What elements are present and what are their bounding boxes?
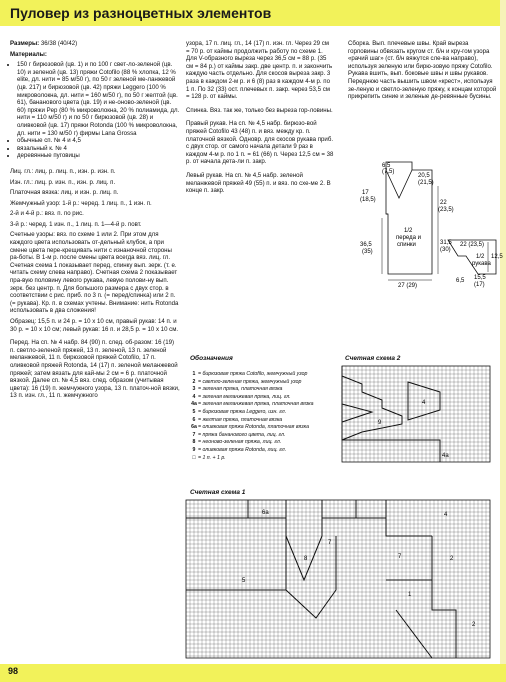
sizes-label: Размеры: — [10, 40, 40, 47]
dim-label: 20,5 — [418, 173, 430, 179]
legend-text: = пряжа бананового цвета, лиц. гл. — [198, 431, 286, 438]
page-edge-stripe — [500, 0, 506, 682]
legend-text: = 1 п. + 1 р. — [198, 454, 226, 461]
legend-text: = желтая пряжа, платочная вязка — [198, 416, 283, 423]
assembly-instructions: Сборка. Вып. плечевые швы. Край выреза горловины обвязать кругом ст. б/н и кру-гом узора «рачий шаг» (ст. б/н вяжутся сле-ва направо), используя зеленую или бирю-зовую пряжу Cotofilo. Рукава вшить, вып. боковые швы и швы рукавов. Переднюю часть вышить швом «крест», используя зе-леную и светло-зеленую пряжу, к концам которой прикрепить синие и зеленые де-ревянные бусины. — [348, 40, 497, 101]
legend-symbol: 1 — [192, 371, 196, 377]
chart-region-label: 2 — [450, 556, 454, 562]
chart-region-label: 9 — [378, 420, 382, 426]
counted-chart-1 — [186, 500, 492, 660]
legend-item — [190, 439, 314, 447]
legend-item — [190, 424, 314, 432]
sleeve-label: 6,5 — [456, 278, 465, 284]
dim-label: 6,5 — [382, 163, 391, 169]
materials-list — [10, 61, 180, 160]
sleeve-label: 1/2 — [476, 254, 485, 260]
legend-text: = зеленая пряжа, платочная вязка — [198, 386, 283, 393]
dim-label: 27 (29) — [398, 283, 418, 289]
legend-text: = зеленая меланжевая пряжа, платочная вязка — [198, 401, 314, 408]
chart-region-label: 8 — [304, 556, 308, 562]
left-sleeve-instructions: Левый рукав. На сп. № 4,5 набр. зеленой меланжевой пряжей 49 (55) п. и вяз. по схе-ме 2. В конце п. закр. — [186, 171, 331, 195]
sizes-value: 36/38 (40/42) — [39, 40, 78, 47]
legend-item — [190, 432, 314, 440]
dim-label: (23,5) — [438, 207, 454, 213]
legend-symbol: 7 — [192, 431, 196, 438]
materials-item: • обычные сп. № 4 и 4,5 — [17, 137, 180, 145]
legend-symbol: 6a — [191, 424, 197, 431]
stitch-pearl-3: 3-й р.: черед. 1 изн. п., 1 лиц. п. 1—4-й р. повт. — [10, 220, 142, 228]
footer-band — [0, 664, 506, 682]
front-continued: узора, 17 п. лиц. гл., 14 (17) п. изн. гл. Через 29 см = 70 р. от каймы продолжить работу по схеме 1. Для V-образного выреза через 36,5 см = 88 р. (35 см = 84 р.) от каймы закр. две центр. п. и закончить каждую часть отдельно. Для скосов выреза закр. 3 раза в каждом 2-м р. и 6 (8) раз в каждом 4-м р. по 1 п. По 32 (33) ост. плечевых п. закр. через 53,5 см = 128 р. от каймы. — [186, 40, 333, 101]
legend-text: = зеленая меланжевая пряжа, лиц. гл. — [198, 393, 291, 400]
legend-symbol: 6 — [192, 416, 196, 423]
legend-item — [190, 455, 314, 463]
legend-text: = неоново-зеленая пряжа, лиц. гл. — [198, 439, 282, 446]
chart-region-label: 7 — [398, 554, 402, 560]
legend-symbol: 4 — [192, 393, 196, 400]
chart-region-label: 1 — [408, 592, 412, 598]
chart-region-label: 4 — [444, 512, 448, 518]
page-number: 98 — [8, 666, 19, 676]
legend-symbol: 5 — [192, 408, 196, 415]
counted-patterns: Счетные узоры: вяз. по схеме 1 или 2. При этом для каждого цвета использовать от-дельный клубок, а при смене цвета пере-крещивать нити с изнаночной стороны ра-боты. В 1-м р. после смены цвета всегда вяз. лиц. гл. Счетная схема 1 показывает перед, спинку вып. зерк. (т. е. читать схему слева направо). Счетная схема 2 показывает пра-вую половину левого рукава, левую полови-ну вып. зерк. без центр. п. Для большого размера с двух стор. в соответствии с рис. приб. по 3 п. (= перед/спинка) или 2 п. (= рукава). Кр. п. в схемах учтены. Внимание: нить Rotonda использовать в два сложения! — [10, 231, 179, 315]
sleeve-label: (17) — [474, 282, 485, 288]
materials-item: • 150 г бирюзовой (цв. 1) и по 100 г свет-ло-зеленой (цв. 10) и зеленой (цв. 13) пряжи Cotofilo (88 % хлопка, 12 % elite, дл. нити = 85 м/50 г), по 50 г зеленой ме-ланжевой (цв. 217) и бирюзовой (цв. 42) пряжи Leggero (100 % микроволокна, дл. нити = 160 м/50 г), по 50 г желтой (цв. 61), бананового цвета (цв. 19) и не-оново-зеленой (цв. 60) пряжи Pep (80 % микроволокна, 20 % полиамида, дл. нити = 110 м/50 г) и по 50 г бирюзовой (цв. 28) и оливковой (цв. 17) пряжи Rotonda (100 % микроволокна, дл. нити = 130 м/50 г) фирмы Lana Grossa — [17, 61, 180, 137]
legend-symbol: 2 — [192, 378, 196, 385]
dim-label: спинки — [397, 242, 416, 248]
legend-item — [190, 417, 314, 425]
stitch-reverse: Изн. гл.: лиц. р. изн. п., изн. р. лиц. п. — [10, 178, 116, 186]
dim-label: 36,5 — [360, 242, 372, 248]
dim-label: (21,5) — [418, 180, 434, 186]
materials-item: • деревянные пуговицы — [17, 152, 180, 160]
chart-region-label: 5 — [242, 578, 246, 584]
counted-chart-2 — [342, 366, 492, 464]
dim-label: переда и — [396, 235, 421, 241]
column-2 — [186, 40, 334, 198]
dim-label: 17 — [362, 190, 369, 196]
gauge: Образец: 15,5 п. и 24 р. = 10 х 10 см, правый рукав: 14 п. и 30 р. = 10 х 10 см; левый рукав: 16 п. и 28,5 р. = 10 х 10 см. — [10, 318, 179, 333]
sleeve-label: 12,5 — [491, 254, 503, 260]
legend-item — [190, 386, 314, 394]
dim-label: (35) — [362, 249, 373, 255]
legend-text: = оливковая пряжа Rotonda, платочная вязка — [198, 424, 309, 431]
stitch-stockinette: Лиц. гл.: лиц. р. лиц. п., изн. р. изн. п. — [10, 167, 116, 175]
chart-1-title: Счетная схема 1 — [190, 489, 246, 496]
legend-symbol: □ — [192, 454, 196, 461]
materials-item: • вязальный к. № 4 — [17, 145, 180, 153]
stitch-garter: Платочная вязка: лиц. и изн. р. лиц. п. — [10, 189, 119, 197]
legend-text: = бирюзовая пряжа Cotofilo, жемчужный узор — [198, 371, 308, 377]
dim-label: 31,5 — [440, 240, 452, 246]
column-1 — [10, 40, 180, 403]
dim-label: (7,5) — [382, 169, 395, 175]
legend-item — [190, 379, 314, 387]
sleeve-label: 22 (23,5) — [460, 242, 485, 248]
chart-region-label: 7 — [328, 540, 332, 546]
legend-item — [190, 401, 314, 409]
back-instructions: Спинка. Вяз. так же, только без выреза гор-ловины. — [186, 106, 333, 114]
page-title: Пуловер из разноцветных элементов — [10, 5, 272, 21]
legend-item — [190, 409, 314, 417]
dim-label: 1/2 — [404, 228, 413, 234]
dim-label: (18,5) — [360, 197, 376, 203]
sleeve-label: 15,5 — [474, 275, 486, 281]
dim-label: 22 — [440, 200, 447, 206]
chart-region-label: 2 — [472, 622, 476, 628]
sleeve-label: рукава — [472, 261, 491, 267]
legend-text: = бирюзовая пряжа Leggero, изн. гл. — [198, 408, 287, 415]
front-instructions: Перед. На сп. № 4 набр. 84 (90) п. след. об-разом: 16 (19) п. светло-зеленой пряжей, 13 п. зеленой, 13 п. зеленой меланжевой, 11 п. бирюзовой пряжей Cotofilo, 17 п. оливковой пряжей Rotonda, 14 (17) п. зеленой меланжевой пряжей; затем вязать для кай-мы 2 см = 6 р. платочной вязкой. Далее сп. № 4,5 вяз. след. образом (учитывая цвета): 16 (19) п. жемчужного узора, 13 п. платоч-ной вязки, 13 п. изн. гл., 11 п. жемчужного — [10, 339, 180, 400]
right-sleeve-instructions: Правый рукав. На сп. № 4,5 набр. бирюзо-вой пряжей Cotofilo 43 (48) п. и вяз. между кр. п. платочной вязкой. Одновр. для скосов рукава приб. с двух стор. от самого начала детали 9 раз в каждом 4-м р. по 1 п. = 61 (66) п. Через 12,5 см = 38 р. от начала дета-ли п. закр. — [186, 120, 334, 166]
pattern-diagram — [348, 158, 503, 289]
chart-region-label: 6a — [262, 510, 269, 516]
column-3 — [348, 40, 498, 104]
stitch-pearl: Жемчужный узор: 1-й р.: черед. 1 лиц. п., 1 изн. п. — [10, 199, 152, 207]
legend-symbol: 4a — [191, 401, 197, 408]
legend-item — [190, 394, 314, 402]
dim-label: (30) — [440, 247, 451, 253]
legend-item — [190, 447, 314, 455]
legend-item — [190, 371, 314, 379]
legend-text: = светло-зеленая пряжа, жемчужный узор — [198, 378, 302, 385]
chart-region-label: 4 — [422, 400, 426, 406]
legend-symbol: 3 — [192, 386, 196, 393]
chart-region-label: 4a — [442, 453, 449, 459]
chart-2-title: Счетная схема 2 — [345, 355, 401, 362]
materials-label: Материалы: — [10, 50, 47, 58]
legend-title: Обозначения — [190, 355, 233, 362]
legend-text: = оливковая пряжа Rotonda, лиц. гл. — [198, 446, 287, 453]
stitch-pearl-2: 2-й и 4-й р.: вяз. п. по рис. — [10, 210, 84, 218]
legend-symbol: 8 — [192, 439, 196, 446]
legend-symbol: 9 — [192, 446, 196, 453]
legend — [190, 371, 314, 462]
